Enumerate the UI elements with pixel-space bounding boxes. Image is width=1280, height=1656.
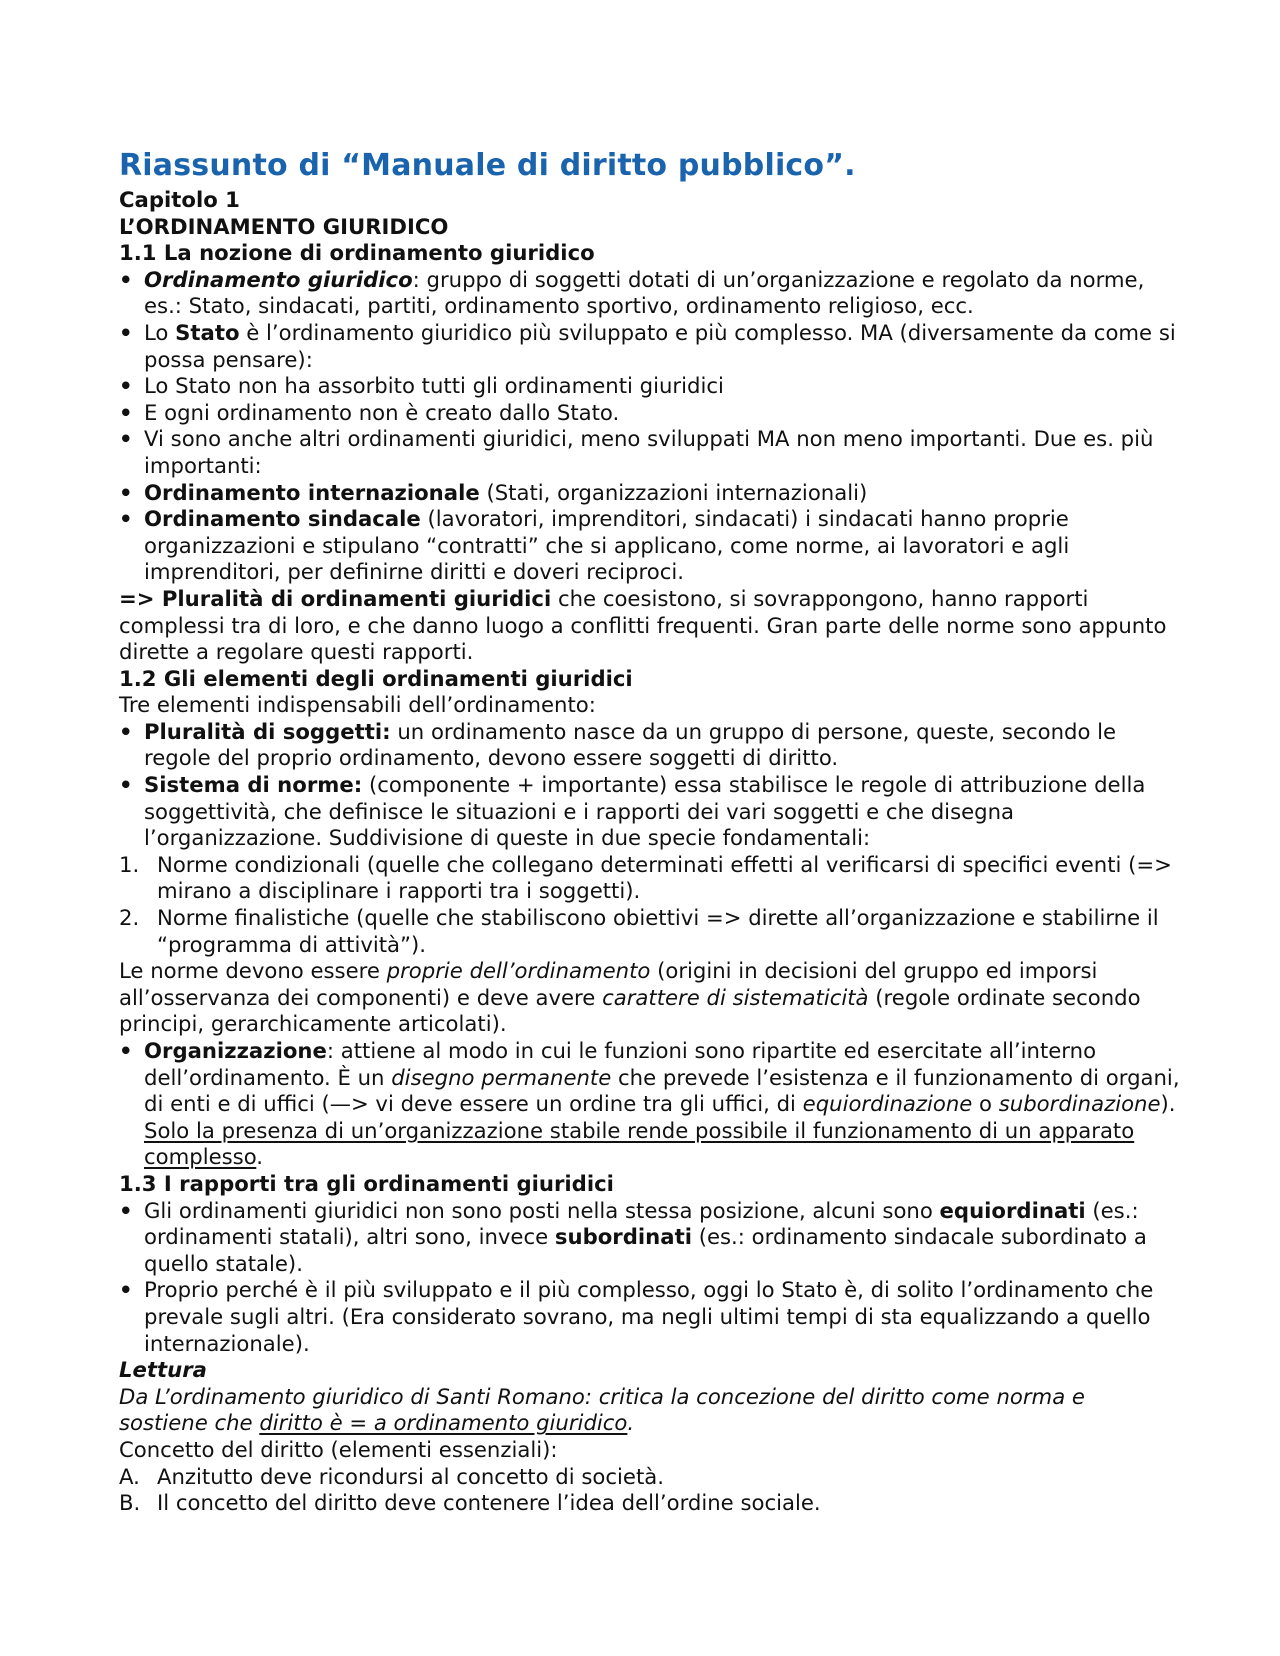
section-heading-1-2: 1.2 Gli elementi degli ordinamenti giuridici: [119, 665, 633, 691]
paragraph: Tre elementi indispensabili dell’ordinamento:: [119, 692, 596, 718]
lettura-heading: Lettura: [119, 1357, 207, 1383]
numbered-item: 1. Norme condizionali (quelle che collegano determinati effetti al verificarsi di specifici eventi (=> mirano a disciplinare i rapporti tra i soggetti).: [119, 851, 1172, 904]
paragraph: Le norme devono essere proprie dell’ordinamento (origini in decisioni del gruppo ed imporsi all’osservanza dei componenti) e deve avere carattere di sistematicità (regole ordinate secondo principi, gerarchicamente articolati).: [119, 958, 1141, 1037]
list-item: • Vi sono anche altri ordinamenti giuridici, meno sviluppati MA non meno importanti. Due es. più importanti:: [119, 426, 1180, 479]
paragraph: Da L’ordinamento giuridico di Santi Romano: critica la concezione del diritto come norma e sostiene che diritto è = a ordinamento giuridico.: [119, 1383, 1085, 1436]
chapter-label: Capitolo 1: [119, 187, 240, 212]
section-heading-1-1: 1.1 La nozione di ordinamento giuridico: [119, 240, 595, 266]
list-item: • Gli ordinamenti giuridici non sono posti nella stessa posizione, alcuni sono equiordinati (es.: ordinamenti statali), altri sono, invece subordinati (es.: ordinamento sindacale subordinato a quello statale).: [119, 1198, 1180, 1278]
list-item: • Ordinamento sindacale (lavoratori, imprenditori, sindacati) i sindacati hanno proprie organizzazioni e stipulano “contratti” che si applicano, come norme, ai lavoratori e agli imprenditori, per definirne diritti e doveri reciproci.: [119, 506, 1180, 586]
list-item: • E ogni ordinamento non è creato dallo Stato.: [119, 400, 1180, 427]
lettered-item: B. Il concetto del diritto deve contenere l’idea dell’ordine sociale.: [119, 1490, 821, 1516]
document-body: [119, 187, 1180, 1517]
list-item: • Lo Stato è l’ordinamento giuridico più sviluppato e più complesso. MA (diversamente da come si possa pensare):: [119, 320, 1180, 373]
paragraph: Concetto del diritto (elementi essenziali):: [119, 1436, 558, 1462]
list-item: • Lo Stato non ha assorbito tutti gli ordinamenti giuridici: [119, 373, 1180, 400]
lettered-item: A. Anzitutto deve ricondursi al concetto di società.: [119, 1463, 664, 1489]
paragraph: => Pluralità di ordinamenti giuridici che coesistono, si sovrappongono, hanno rapporti complessi tra di loro, e che danno luogo a conflitti frequenti. Gran parte delle norme sono appunto dirette a regolare questi rapporti.: [119, 585, 1167, 665]
list-item: • Proprio perché è il più sviluppato e il più complesso, oggi lo Stato è, di solito l’ordinamento che prevale sugli altri. (Era considerato sovrano, ma negli ultimi tempi di sta equalizzando a quello internazionale).: [119, 1277, 1180, 1357]
section-heading-1-3: 1.3 I rapporti tra gli ordinamenti giuridici: [119, 1170, 614, 1196]
list-item: • Ordinamento internazionale (Stati, organizzazioni internazionali): [119, 480, 1180, 507]
list-item: • Ordinamento giuridico: gruppo di soggetti dotati di un’organizzazione e regolato da norme, es.: Stato, sindacati, partiti, ordinamento sportivo, ordinamento religioso, ecc.: [119, 267, 1180, 320]
numbered-item: 2. Norme finalistiche (quelle che stabiliscono obiettivi => dirette all’organizzazione e stabilirne il “programma di attività”).: [119, 905, 1159, 957]
chapter-title: L’ORDINAMENTO GIURIDICO: [119, 213, 449, 239]
list-item: • Pluralità di soggetti: un ordinamento nasce da un gruppo di persone, queste, secondo le regole del proprio ordinamento, devono essere soggetti di diritto.: [119, 719, 1180, 772]
list-item: • Sistema di norme: (componente + importante) essa stabilisce le regole di attribuzione della soggettività, che definisce le situazioni e i rapporti dei vari soggetti e che disegna l’organizzazione. Suddivisione di queste in due specie fondamentali:: [119, 772, 1180, 852]
list-item: • Organizzazione: attiene al modo in cui le funzioni sono ripartite ed esercitate all’interno dell’ordinamento. È un disegno permanente che prevede l’esistenza e il funzionamento di organi, di enti e di uffici (—> vi deve essere un ordine tra gli uffici, di equiordinazione o subordinazione). Solo la presenza di un’organizzazione stabile rende possibile il funzionamento di un apparato complesso.: [119, 1038, 1180, 1171]
document-title: Riassunto di “Manuale di diritto pubblico”.: [119, 148, 856, 183]
